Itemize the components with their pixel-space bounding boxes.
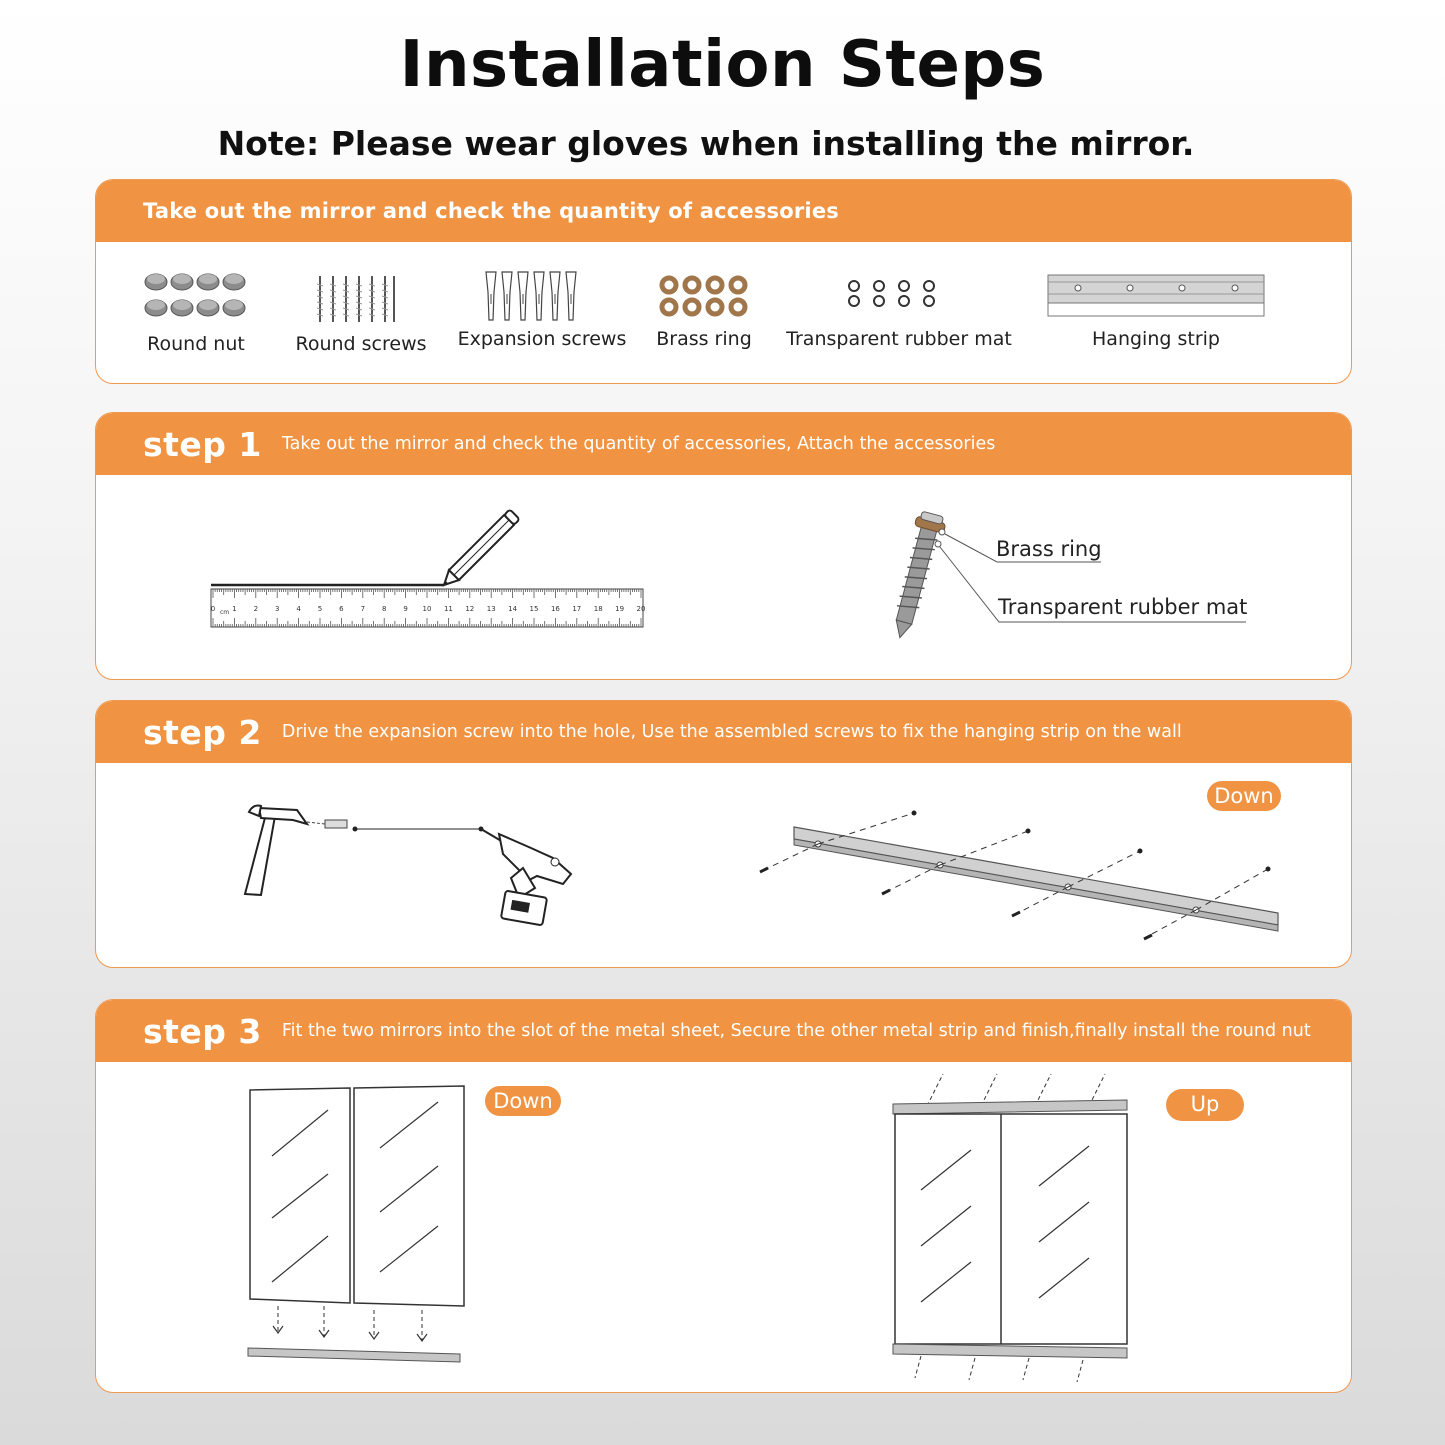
step2-illustration (96, 763, 1351, 968)
ruler-tick-label: 10 (422, 605, 432, 613)
pencil-icon (439, 509, 520, 590)
accessory-label-brass-ring: Brass ring (656, 328, 752, 350)
callout-brass-ring: Brass ring (996, 537, 1102, 561)
step3-header (96, 1000, 1351, 1062)
step2-card (95, 700, 1352, 968)
hanging-strip-install-illustration (756, 803, 1276, 953)
step2-header (96, 701, 1351, 763)
step3-card (95, 999, 1352, 1393)
step2-description: Drive the expansion screw into the hole, Use the assembled screws to fix the hanging strip on the wall (281, 722, 1182, 742)
round-nut-icon (144, 272, 250, 322)
brass-ring-icon (659, 274, 751, 318)
accessory-label-expansion-screws: Expansion screws (457, 328, 627, 350)
ruler-tick-label: 6 (339, 605, 344, 613)
rubber-mat-icon (846, 279, 940, 309)
accessory-label-hanging-strip: Hanging strip (1092, 328, 1220, 350)
ruler-tick-label: 12 (465, 605, 475, 613)
mirrors-secured-illustration (891, 1070, 1131, 1382)
ruler-icon (209, 515, 649, 635)
accessories-header (96, 180, 1351, 242)
step1-header (96, 413, 1351, 475)
ruler-tick-label: 4 (296, 605, 301, 613)
round-screws-icon (316, 274, 398, 324)
accessory-label-round-nut: Round nut (147, 333, 245, 355)
ruler-tick-label: 11 (443, 605, 453, 613)
ruler-tick-label: 0 (210, 605, 216, 613)
accessory-label-rubber-mat: Transparent rubber mat (786, 328, 1012, 350)
hammer-icon (245, 805, 307, 895)
ruler-tick-label: 17 (572, 605, 582, 613)
hammer-drill-illustration (241, 798, 581, 933)
accessories-header-text: Take out the mirror and check the quantity of accessories (143, 199, 839, 223)
ruler-tick-label: 20 (636, 605, 646, 613)
mirrors-into-strip-illustration (246, 1086, 466, 1366)
expansion-screws-icon (484, 270, 584, 324)
step1-label: step 1 (143, 424, 262, 464)
ruler-tick-label: 9 (403, 605, 408, 613)
up-badge: Up (1166, 1089, 1244, 1121)
ruler-tick-label: 5 (317, 605, 323, 613)
step1-card (95, 412, 1352, 680)
screw-with-brass-ring-icon (891, 510, 1251, 650)
ruler-tick-label: 14 (508, 605, 518, 613)
step1-illustration (96, 475, 1351, 680)
step3-description: Fit the two mirrors into the slot of the metal sheet, Secure the other metal strip and finish,finally install the round nut (281, 1021, 1311, 1041)
step2-label: step 2 (143, 712, 262, 752)
ruler-tick-label: 2 (253, 605, 259, 613)
down-badge: Down (1207, 781, 1281, 811)
ruler-tick-label: 7 (360, 605, 366, 613)
ruler-unit: cm (220, 609, 230, 616)
page-title: Installation Steps (399, 28, 1046, 102)
hanging-strip-icon (1047, 274, 1265, 318)
callout-rubber-mat: Transparent rubber mat (998, 595, 1248, 619)
ruler-tick-label: 16 (550, 605, 560, 613)
accessory-label-round-screws: Round screws (295, 333, 427, 355)
step3-label: step 3 (143, 1011, 262, 1051)
accessories-list (96, 242, 1351, 384)
down-badge-step3: Down (485, 1086, 561, 1116)
ruler-tick-label: 15 (529, 605, 539, 613)
ruler-tick-label: 1 (232, 605, 237, 613)
ruler-tick-label: 18 (593, 605, 603, 613)
safety-note: Note: Please wear gloves when installing the mirror. (217, 124, 1195, 163)
step3-illustration (96, 1062, 1351, 1393)
ruler-tick-label: 8 (381, 605, 387, 613)
step1-description: Take out the mirror and check the quantity of accessories, Attach the accessories (281, 434, 996, 454)
drill-icon (481, 829, 571, 925)
ruler-tick-label: 19 (615, 605, 625, 613)
ruler-tick-label: 3 (274, 605, 280, 613)
ruler-tick-label: 13 (486, 605, 496, 613)
accessories-card (95, 179, 1352, 384)
